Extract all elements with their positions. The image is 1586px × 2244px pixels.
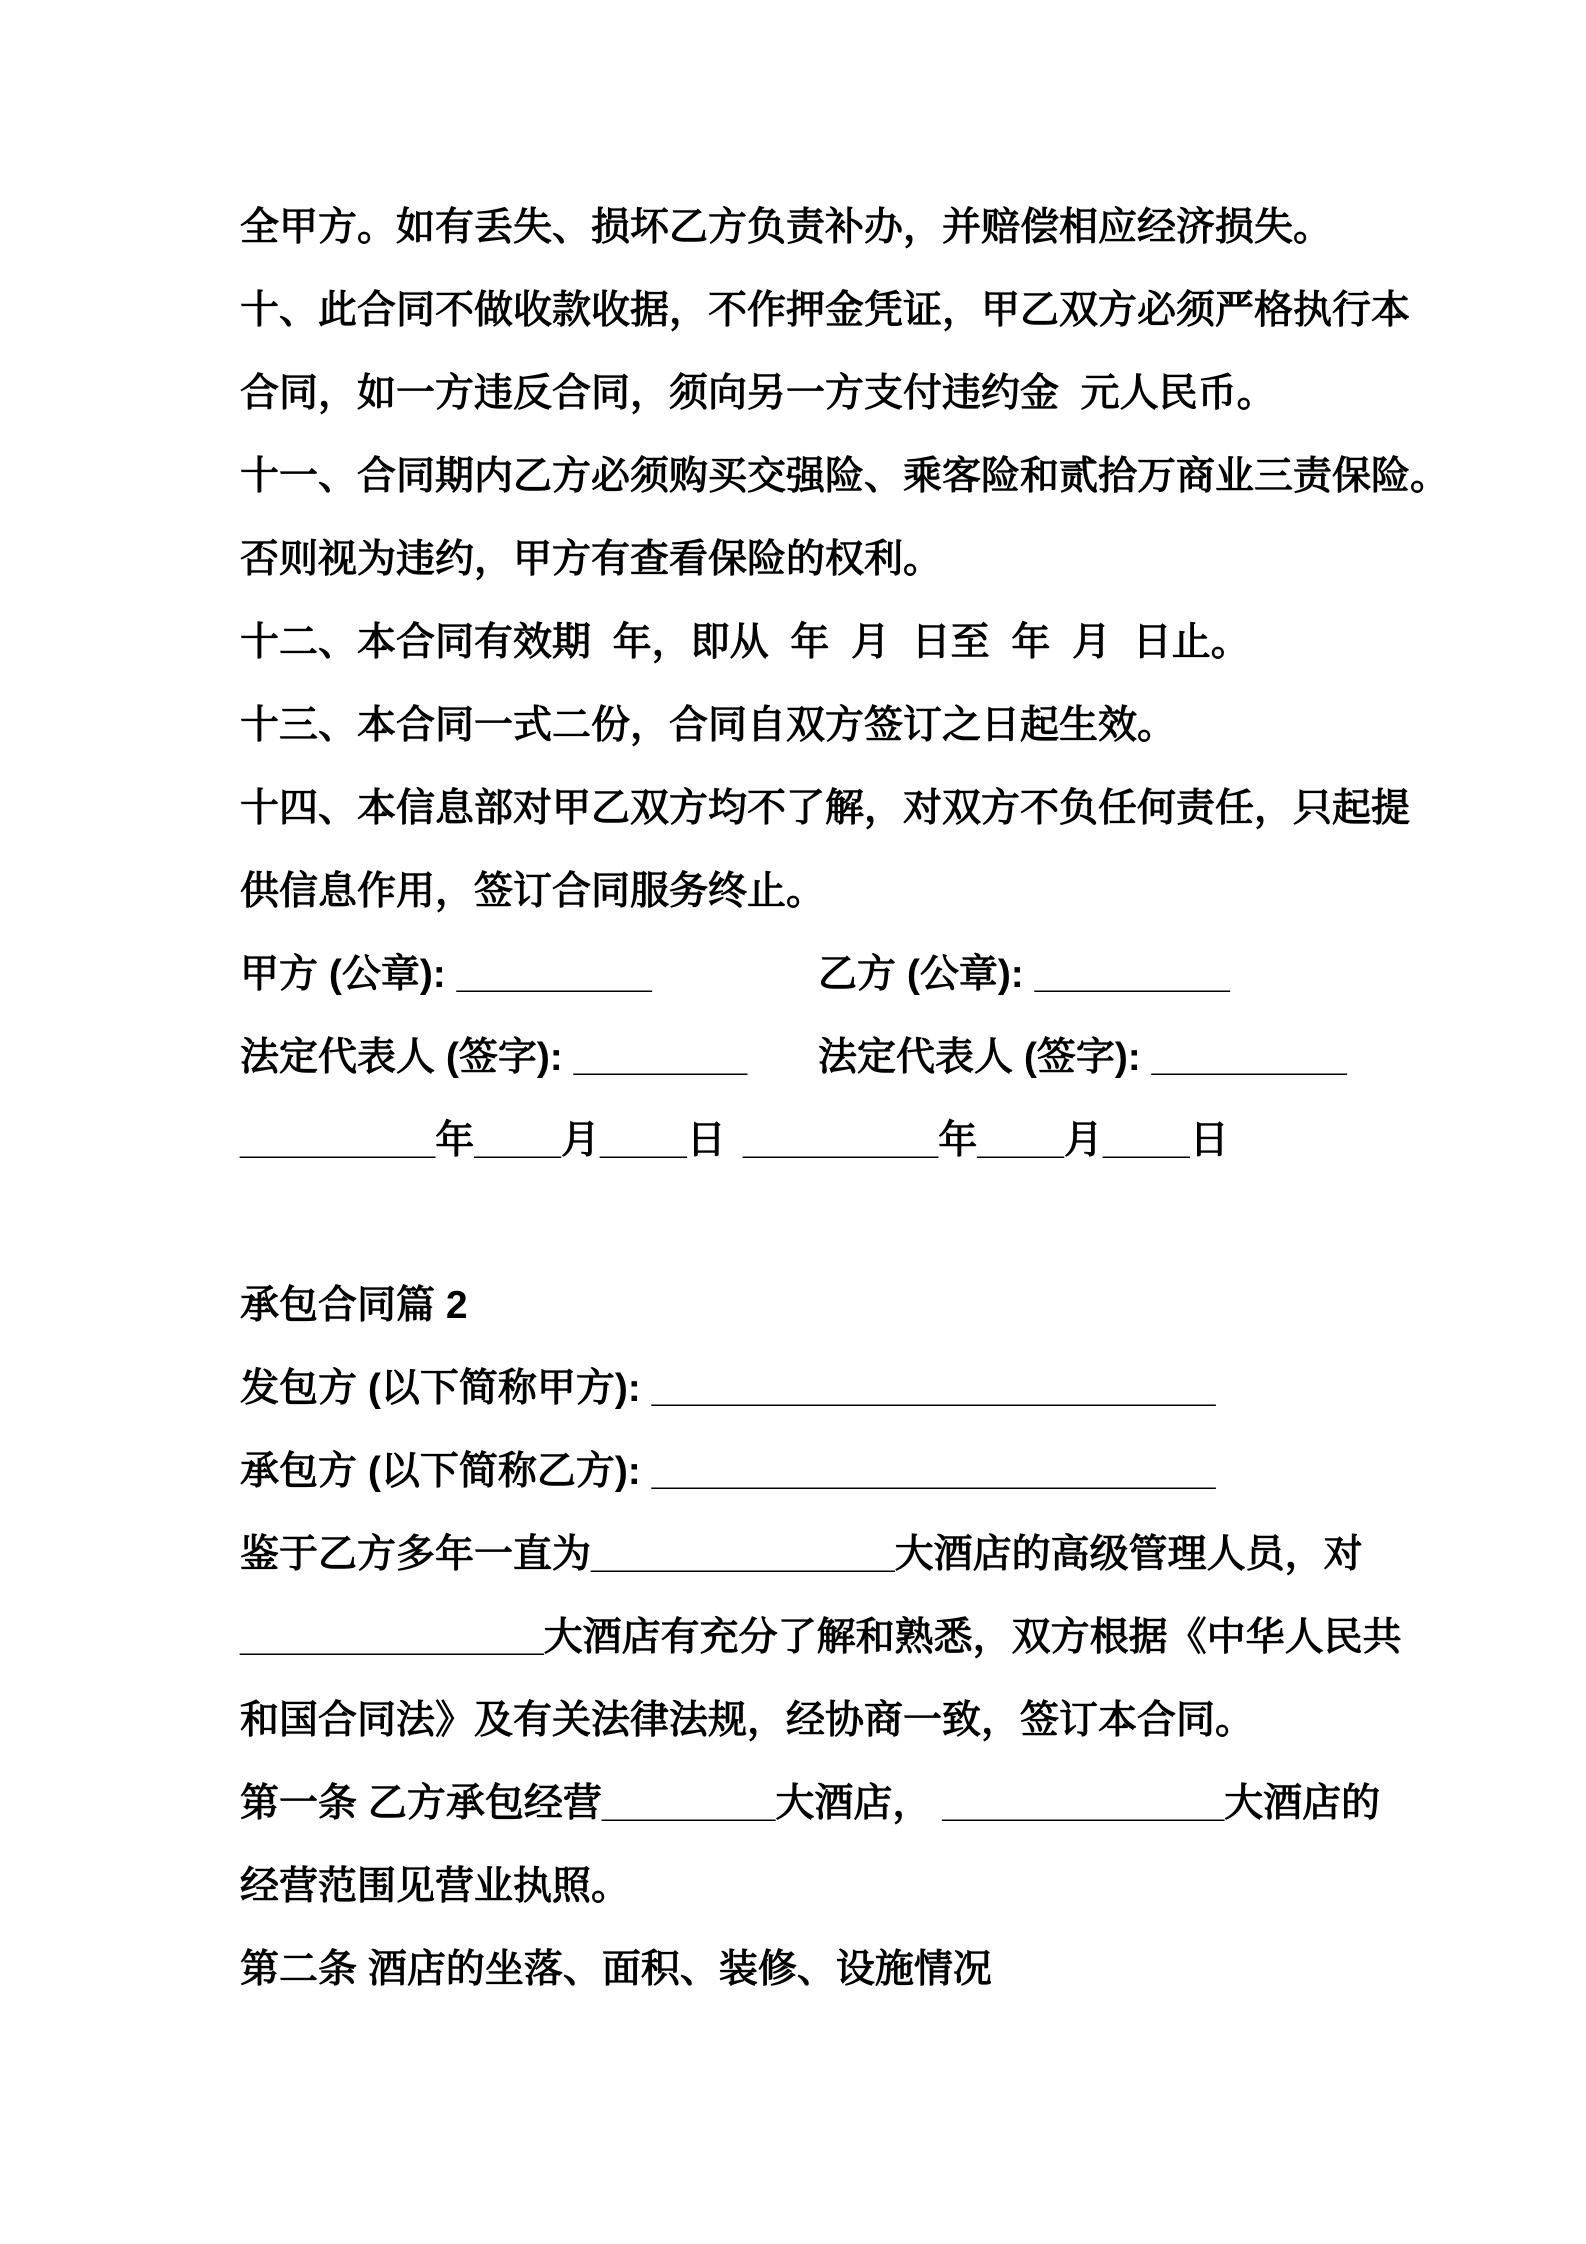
contract-line: 第二条 酒店的坐落、面积、装修、设施情况 [240,1948,992,1991]
party-a-seal-label: 甲方 (公章): _________ [240,953,652,996]
contract-line: 鉴于乙方多年一直为______________大酒店的高级管理人员，对 [240,1533,1363,1576]
contract-line: 十、此合同不做收款收据，不作押金凭证，甲乙双方必须严格执行本 [240,289,1411,332]
contract-line: 全甲方。如有丢失、损坏乙方负责补办，并赔偿相应经济损失。 [240,206,1333,249]
signature-seal-row [240,933,1436,1016]
contract-line: 十三、本合同一式二份，合同自双方签订之日起生效。 [240,704,1177,747]
contract-line: 发包方 (以下简称甲方): __________________________ [240,1367,1216,1410]
contract-line: 和国合同法》及有关法律法规，经协商一致，签订本合同。 [240,1699,1255,1742]
signature-date-row [240,1099,1436,1182]
party-a-representative-label: 法定代表人 (签字): ________ [240,1036,748,1079]
party-b-representative-label: 法定代表人 (签字): _________ [818,1036,1347,1079]
section-heading-part2: 承包合同篇 2 [240,1284,468,1327]
contract-line: 十一、合同期内乙方必须购买交强险、乘客险和贰拾万商业三责保险。 [240,455,1450,498]
contract-line: 否则视为违约，甲方有查看保险的权利。 [240,538,943,581]
contract-line: 十四、本信息部对甲乙双方均不了解，对双方不负任何责任，只起提 [240,787,1411,830]
signature-representative-row [240,1016,1436,1099]
contract-line: 承包方 (以下简称乙方): __________________________ [240,1450,1216,1493]
contract-line: ______________大酒店有充分了解和熟悉，双方根据《中华人民共 [240,1616,1402,1659]
contract-line: 第一条 乙方承包经营________大酒店， _____________大酒店的 [240,1782,1381,1825]
contract-line: 经营范围见营业执照。 [240,1865,631,1908]
party-b-date-blank: _________年____月____日 [743,1119,1229,1162]
contract-line: 合同，如一方违反合同，须向另一方支付违约金 元人民币。 [240,372,1276,415]
party-b-seal-label: 乙方 (公章): _________ [818,953,1230,996]
party-a-date-blank: _________年____月____日 [240,1119,726,1162]
contract-line: 供信息作用，签订合同服务终止。 [240,870,826,913]
contract-line: 十二、本合同有效期 年，即从 年 月 日至 年 月 日止。 [240,621,1250,664]
